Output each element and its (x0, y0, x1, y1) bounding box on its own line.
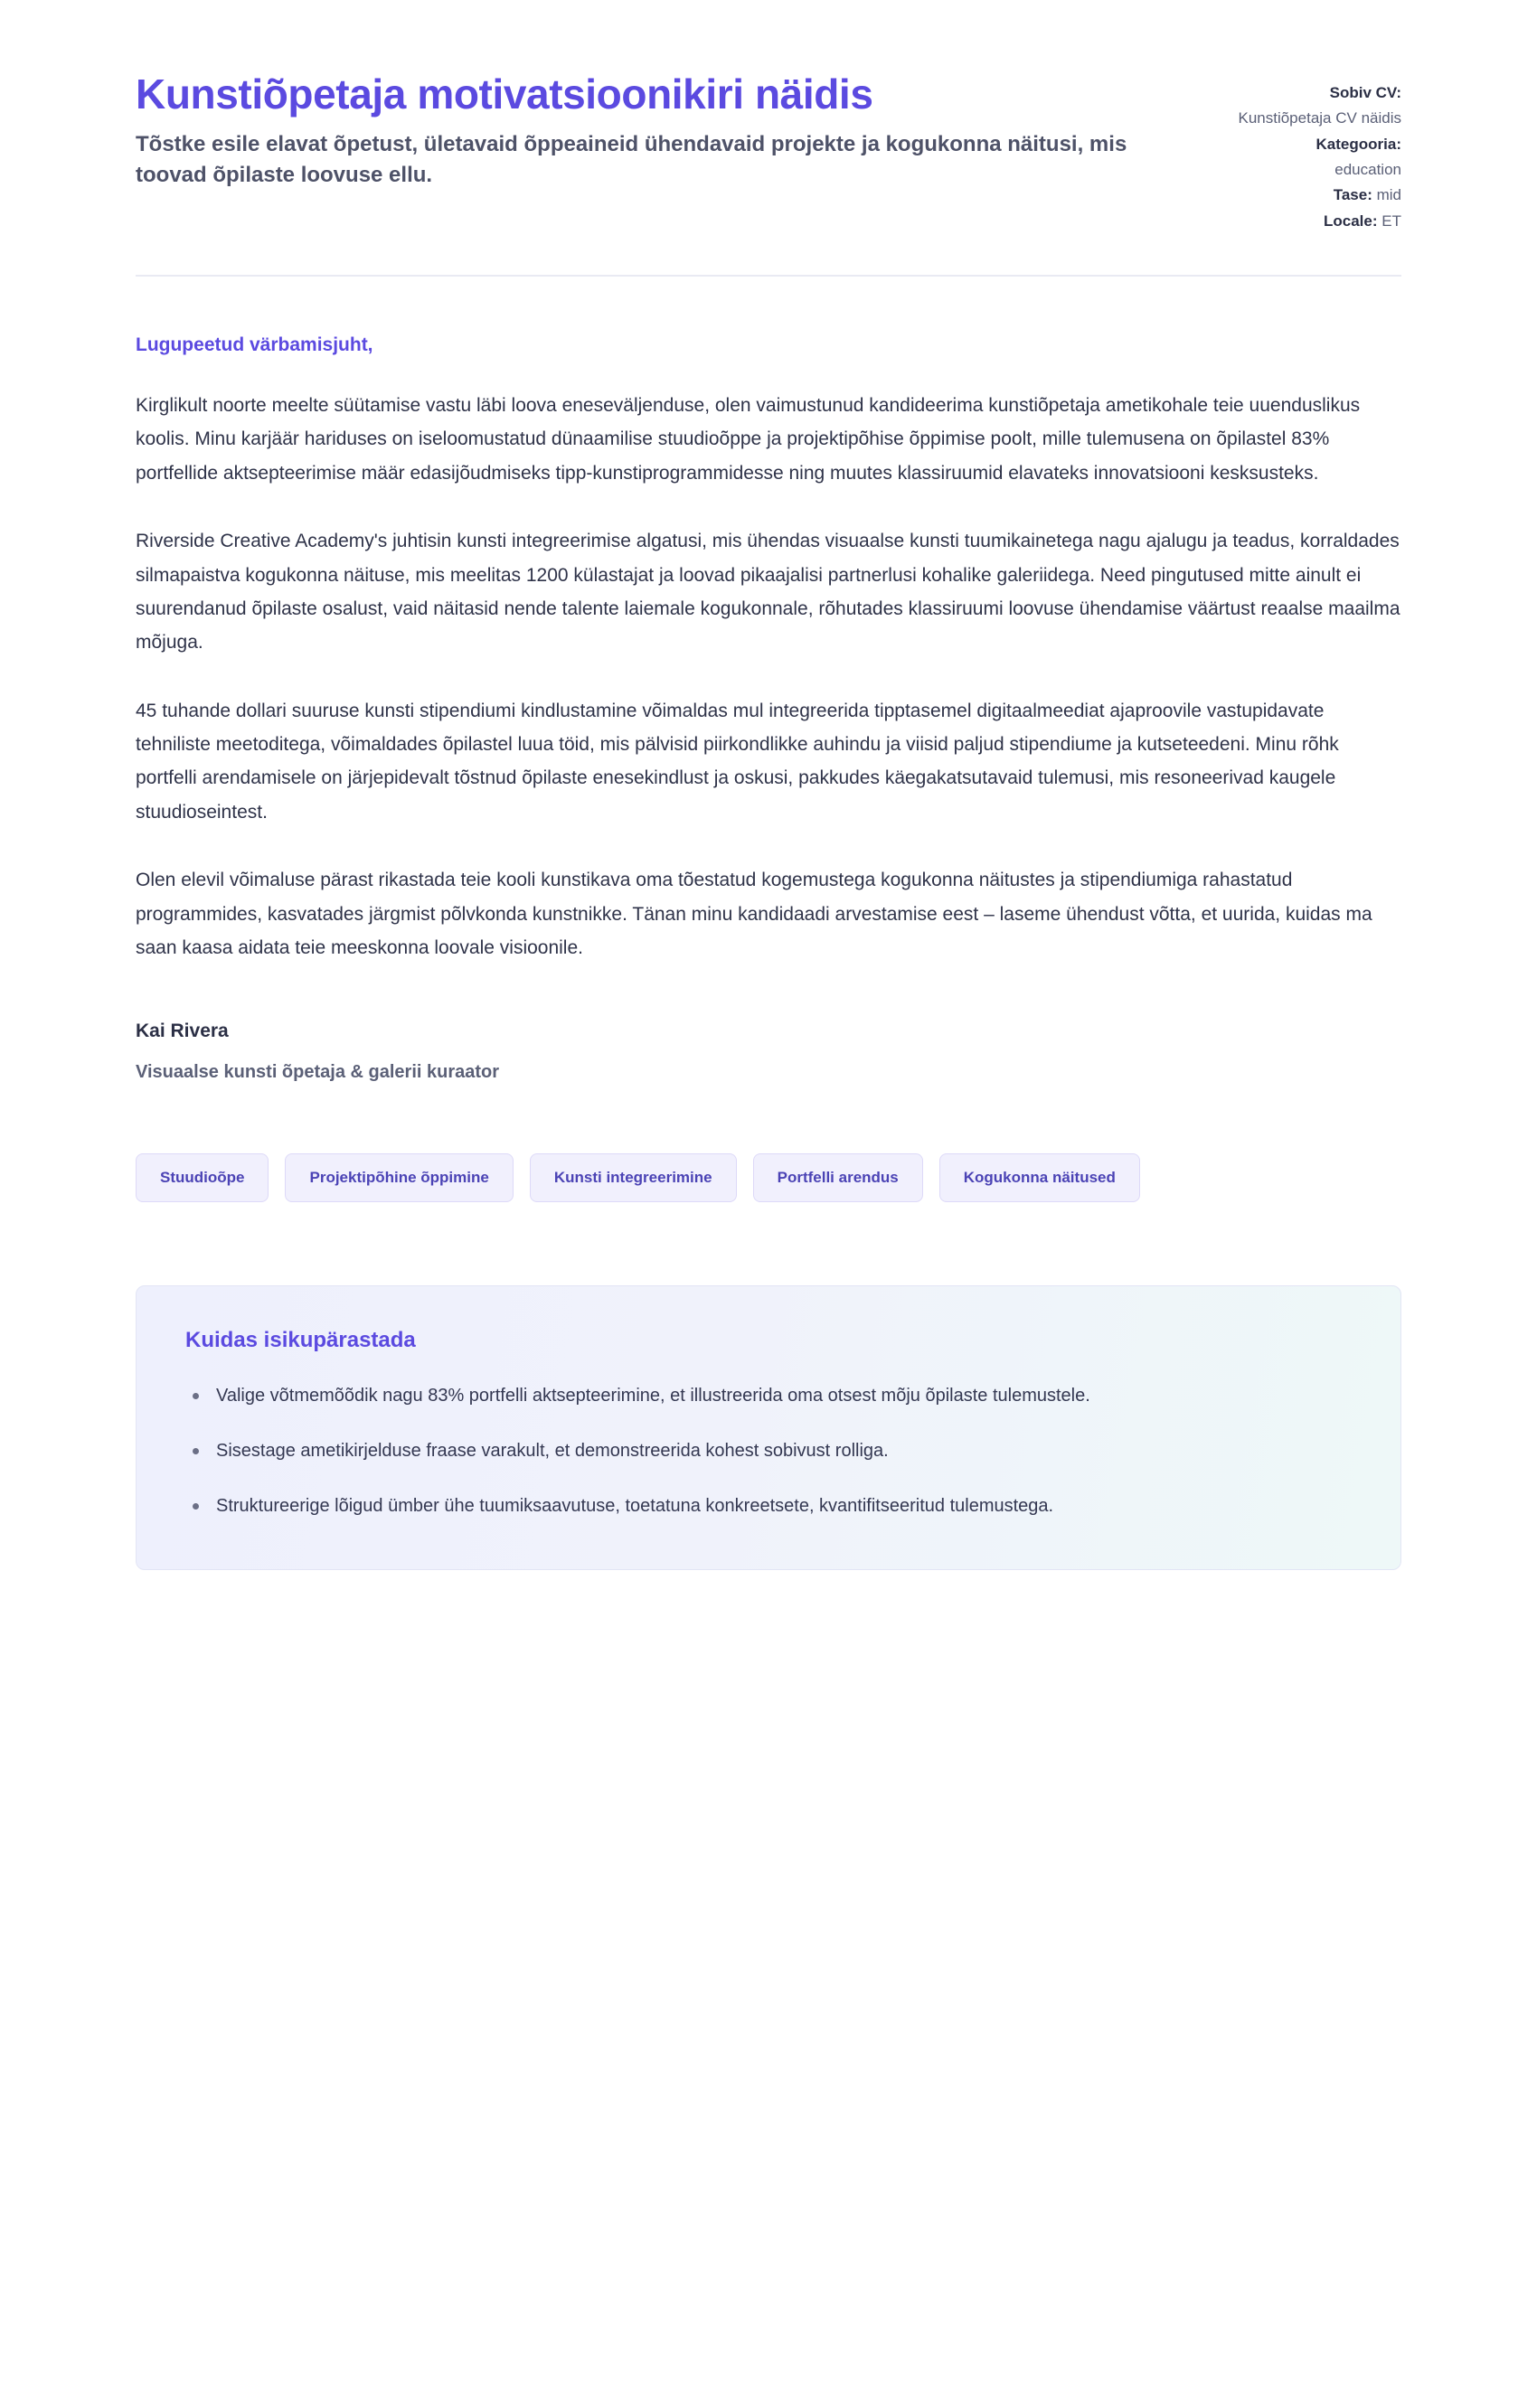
meta-label-level: Tase: (1333, 186, 1372, 204)
letter-paragraph: Riverside Creative Academy's juhtisin kunsti integreerimise algatusi, mis ühendas visuaalse kunsti tuumikainetega nagu ajalugu ja teadus, korraldades silmapaistva kogukonna näituse, mis meelitas 1200 külastajat ja loovad pikaajalisi partnerlusi kohalike galeriidega. Need pingutused mitte ainult ei suurendanud õpilaste osalust, vaid näitasid nende talente laiemale kogukonnale, rõhutades klassiruumi loovuse ühendamise väärtust reaalse maailma mõjuga. (136, 531, 1400, 654)
meta-row-category (1175, 133, 1401, 156)
tag-item[interactable]: Kogukonna näitused (939, 1153, 1140, 1202)
signature-role: Visuaalse kunsti õpetaja & galerii kuraator (136, 1062, 500, 1083)
tips-list-item: Valige võtmemõõdik nagu 83% portfelli aktsepteerimine, et illustreerida oma otsest mõju õpilaste tulemustele. (185, 1380, 1352, 1412)
signature-block (136, 1021, 1401, 1083)
page-subtitle: Tõstke esile elavat õpetust, ületavaid õppeaineid ühendavaid projekte ja kogukonna näitusi, mis toovad õpilaste loovuse ellu. (136, 132, 1127, 188)
tips-list-item: Sisestage ametikirjelduse fraase varakult, et demonstreerida kohest sobivust rolliga. (185, 1435, 1352, 1467)
tips-title: Kuidas isikupärastada (185, 1328, 416, 1353)
meta-label-category: Kategooria: (1315, 135, 1401, 153)
tag-item[interactable]: Stuudioõpe (136, 1153, 269, 1202)
letter-paragraph: Kirglikult noorte meelte süütamise vastu läbi loova eneseväljenduse, olen vaimustunud kandideerima kunstiõpetaja ametikohale teie uuenduslikus koolis. Minu karjäär hariduses on iseloomustatud dünaamilise stuudioõppe ja projektipõhise õppimise poolt, mille tulemusena on õpilastel 83% portfellide aktsepteerimise määr edasijõudmiseks tipp-kunstiprogrammidesse ning muutes klassiruumid elavateks innovatsiooni kesksusteks. (136, 395, 1361, 484)
meta-value-cv: Kunstiõpetaja CV näidis (1238, 109, 1401, 127)
meta-value-locale: ET (1381, 212, 1401, 230)
document-header (136, 71, 1401, 277)
tag-item[interactable]: Kunsti integreerimine (530, 1153, 737, 1202)
tips-list (185, 1380, 1352, 1522)
meta-row-locale (1175, 210, 1401, 233)
salutation: Lugupeetud värbamisjuht, (136, 334, 373, 356)
meta-row-cv (1175, 81, 1401, 105)
tips-list-item: Struktureerige lõigud ümber ühe tuumiksaavutuse, toetatuna konkreetsete, kvantifitseeritud tulemustega. (185, 1491, 1352, 1522)
personalization-tips-panel (136, 1285, 1401, 1570)
page-title: Kunstiõpetaja motivatsioonikiri näidis (136, 71, 873, 118)
tag-item[interactable]: Projektipõhine õppimine (285, 1153, 513, 1202)
letter-paragraph: Olen elevil võimaluse pärast rikastada teie kooli kunstikava oma tõestatud kogemustega kogukonna näitustes ja stipendiumiga rahastatud programmides, kasvatades järgmist põlvkonda kunstnikke. Tänan minu kandidaadi arvestamise eest – laseme ühendust võtta, et uurida, kuidas ma saan kaasa aidata teie meeskonna loovale visioonile. (136, 870, 1372, 958)
header-text-block (136, 71, 1130, 192)
tag-list (136, 1153, 1401, 1202)
letter-paragraph: 45 tuhande dollari suuruse kunsti stipendiumi kindlustamine võimaldas mul integreerida tipptasemel digitaalmeediat ajaproovile vastupidavate tehniliste meetoditega, võimaldades õpilastel luua töid, mis pälvisid piirkondlikke auhindu ja viisid paljud stipendiume ja kutseteedeni. Minu rõhk portfelli arendamisele on järjepidevalt tõstnud õpilaste enesekindlust ja oskusi, pakkudes käegakatsutavaid tulemusi, mis resoneerivad kaugele stuudioseintest. (136, 700, 1339, 823)
signature-name: Kai Rivera (136, 1021, 229, 1042)
meta-value-cv-row (1175, 107, 1401, 130)
meta-value-category: education (1334, 161, 1401, 179)
meta-row-level (1175, 183, 1401, 207)
cover-letter-body (136, 277, 1401, 1083)
meta-label-cv: Sobiv CV: (1329, 84, 1401, 101)
meta-value-category-row (1175, 158, 1401, 182)
meta-label-locale: Locale: (1324, 212, 1378, 230)
tag-item[interactable]: Portfelli arendus (753, 1153, 923, 1202)
document-metadata (1175, 71, 1401, 235)
meta-value-level: mid (1376, 186, 1401, 204)
